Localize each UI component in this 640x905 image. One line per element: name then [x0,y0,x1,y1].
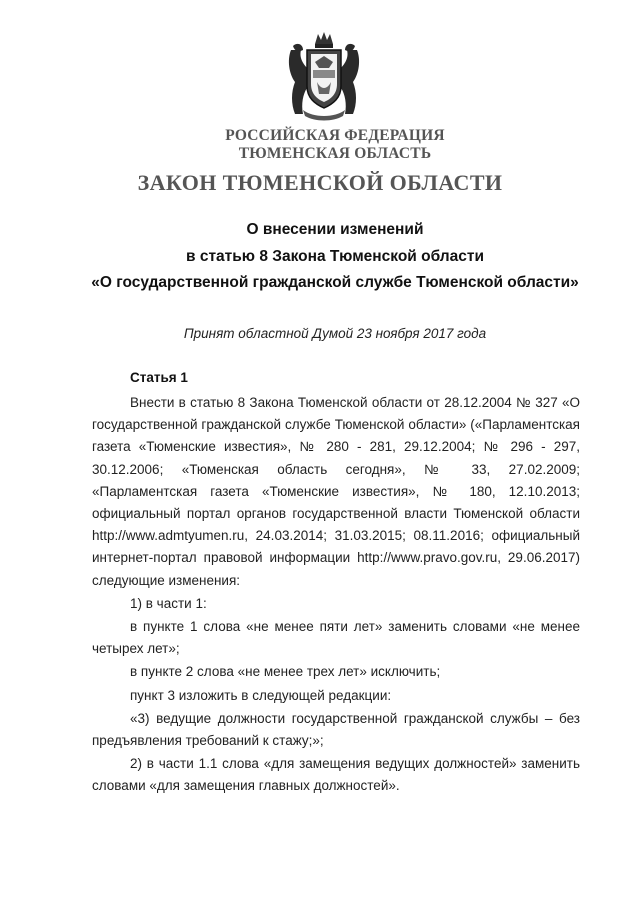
adoption-note: Принят областной Думой 23 ноября 2017 года [183,326,487,341]
article-paragraph: 1) в части 1: [130,595,207,611]
article-paragraph: пункт 3 изложить в следующей редакции: [130,687,392,703]
region-name: ТЮМЕНСКАЯ ОБЛАСТЬ [238,145,432,162]
country-name: РОССИЙСКАЯ ФЕДЕРАЦИЯ [225,127,445,144]
document-title-line-3: «О государственной гражданской службе Тюменской области» [91,274,579,291]
article-paragraph: 2) в части 1.1 слова «для замещения ведущих должностей» заменить словами «для замещения главных должностей». [92,756,580,794]
article-paragraph: в пункте 1 слова «не менее пяти лет» заменить словами «не менее четырех лет»; [92,619,580,657]
document-title-line-1: О внесении изменений [246,221,424,238]
law-title: ЗАКОН ТЮМЕНСКОЙ ОБЛАСТИ [137,170,503,195]
coat-of-arms-icon [285,30,363,122]
article-paragraph: Внести в статью 8 Закона Тюменской области от 28.12.2004 № 327 «О государственной гражданской службе Тюменской области» («Парламентская газета «Тюменские известия», № 280 - 281, 29.12.2004; № 296 - 297, 30.12.2006; «Тюменская область сегодня», № 33, 27.02.2009; «Парламентская газета «Тюменские известия», № 180, 12.10.2013; официальный портал органов государственной власти Тюменской области http://www.admtyumen.ru, 24.03.2014; 31.03.2015; 08.11.2016; официальный интернет-портал правовой информации http://www.pravo.gov.ru, 29.06.2017) следующие изменения: [92,395,580,588]
document-title-line-2: в статью 8 Закона Тюменской области [186,248,484,265]
article-heading: Статья 1 [130,370,188,385]
article-paragraph: в пункте 2 слова «не менее трех лет» исключить; [130,664,441,680]
article-paragraph: «3) ведущие должности государственной гражданской службы – без предъявления требований к стажу;»; [92,710,580,749]
article-body [92,392,580,798]
